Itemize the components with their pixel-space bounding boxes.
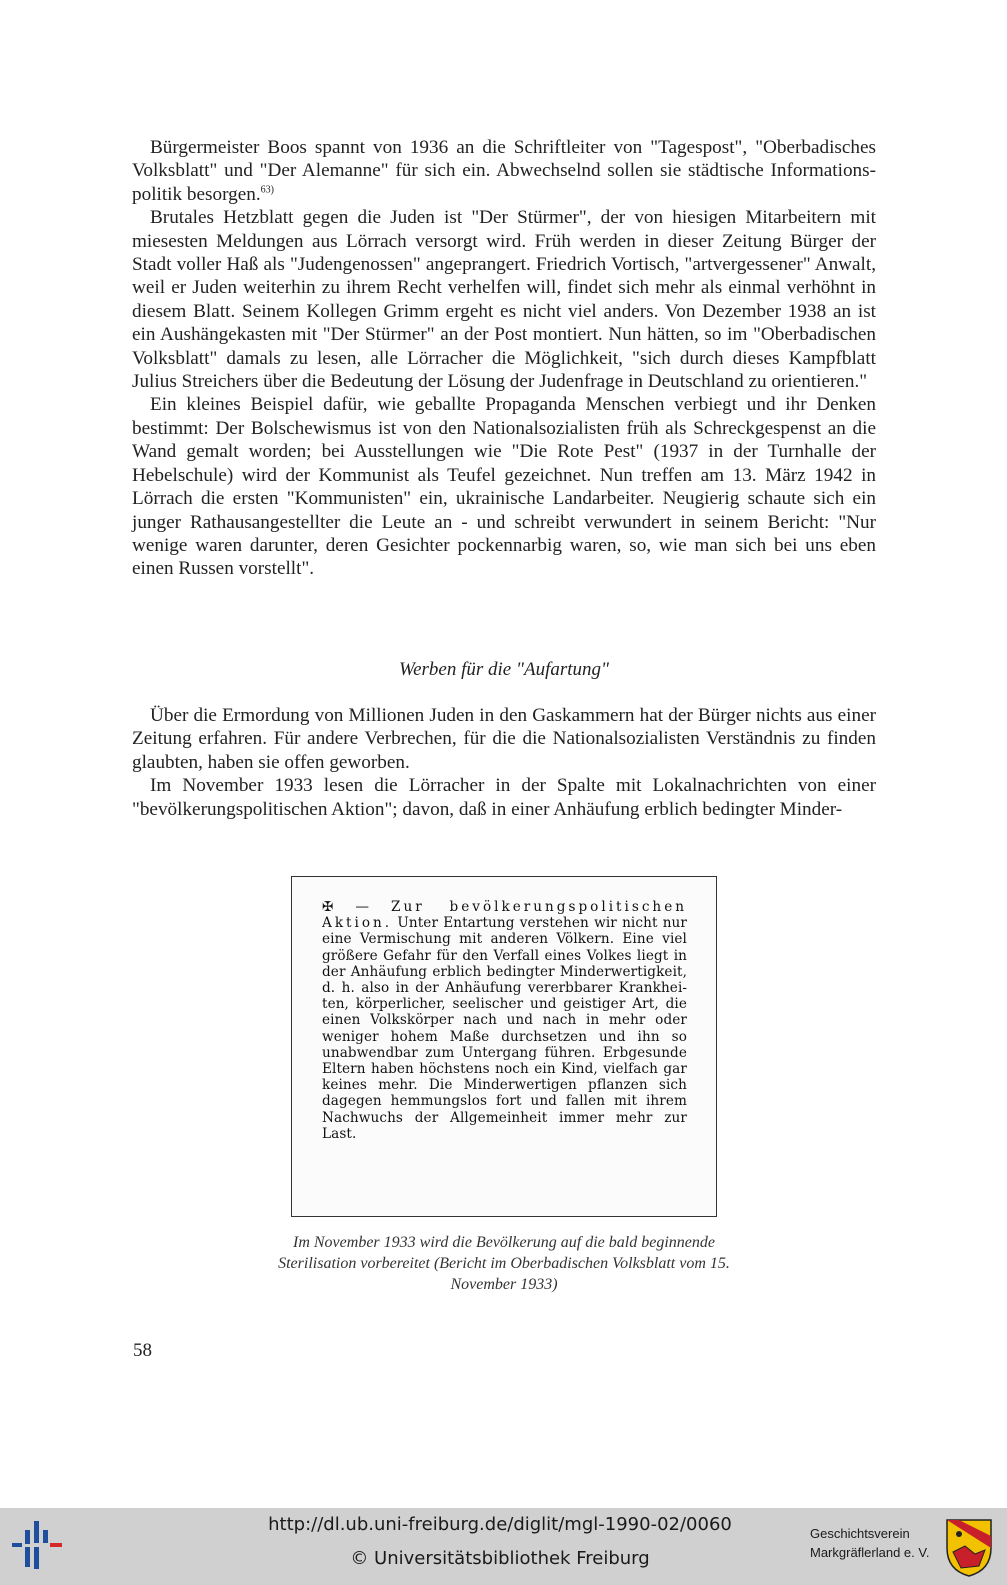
footer-url-link[interactable]: http://dl.ub.uni-freiburg.de/diglit/mgl-1990-02/0060 [268,1514,732,1535]
paragraph-2: Brutales Hetzblatt gegen die Juden ist "Der Stürmer", der von hiesigen Mitarbeitern mit miesesten Meldungen aus Lörrach versorgt wird. Früh werden in dieser Zeitung Bürger der Stadt voller Haß als "Judengenossen" angeprangert. Friedrich Vortisch, "artvergessener" Anwalt, weil er Juden weiterhin zu ihrem Recht verhelfen will, findet sich mehr als einmal verhöhnt in diesem Blatt. Seinem Kollegen Grimm ergeht es nicht viel anders. Von Dezember 1938 an ist ein Aushängekasten mit "Der Stürmer" an der Post montiert. Nun hätten, so im "Oberbadischen Volksblatt" damals zu lesen, alle Lörracher die Möglichkeit, "sich durch dieses Kampfblatt Julius Streichers über die Bedeutung der Lösung der Judenfrage in Deutschland zu orientieren." [132,207,876,393]
section-heading: Werben für die "Aufartung" [399,659,609,680]
clipping-headline: Zur bevölkerungspolitischen Aktion. [322,899,687,932]
paragraph-5: Im November 1933 lesen die Lörracher in der Spalte mit Lokalnachrichten von einer "bevölkerungspolitischen Aktion"; davon, daß in einer Anhäufung erblich bedingter Minder- [132,775,876,820]
clipping-lead: ✠ — [322,899,392,915]
body-text-bottom [132,704,876,821]
footnote-marker: 63) [260,184,274,196]
newspaper-clipping [291,876,717,1217]
paragraph-4: Über die Ermordung von Millionen Juden in den Gaskammern hat der Bürger nichts aus einer Zeitung erfahren. Für andere Verbrechen, für die die Nationalsozialisten Verständnis zu finden glaubten, haben sie offen geworben. [132,705,876,773]
footer-copyright: © Universitätsbibliothek Freiburg [350,1548,650,1569]
page-number: 58 [133,1340,152,1361]
society-line-2: Markgräflerland e. V. [810,1545,930,1560]
figure-caption: Im November 1933 wird die Bevölkerung auf die bald beginnende Sterilisation vorbereitet (Bericht im Oberbadischen Volksblatt vom 15. November 1933) [278,1234,730,1293]
footer-bar [0,1508,1007,1585]
society-line-1: Geschichtsverein [810,1526,910,1541]
ub-freiburg-logo-icon[interactable] [12,1516,62,1574]
clipping-body: Unter Entartung verstehen wir nicht nur eine Vermischung mit anderen Völkern. Eine viel größere Gefahr für den Verfall eines Volkes liegt in der Anhäufung erblich bedingter Minderwertigkeit, d. h. also in der Anhäufung vererbbarer Krankheiten, körperlicher, seelischer und geistiger Art, die einen Volkskörper nach und nach in mehr oder weniger hohem Maße durchsetzen und ihn so unabwendbar zum Untergang führen. Erbgesunde Eltern haben höchstens noch ein Kind, vielfach gar keines mehr. Die Minderwertigen pflanzen sich dagegen hemmungslos fort und fallen mit ihrem Nachwuchs der Allgemeinheit immer mehr zur Last. [322,915,688,1142]
paragraph-1: Bürgermeister Boos spannt von 1936 an die Schriftleiter von "Tagespost", "Oberbadisches Volksblatt" und "Der Alemanne" für sich ein. Abwechselnd sollen sie städtische Informationspolitik besorgen.$^{63)}$ [132,137,876,205]
coat-of-arms-icon[interactable] [945,1518,993,1578]
paragraph-3: Ein kleines Beispiel dafür, wie geballte Propaganda Menschen verbiegt und ihr Denken bestimmt: Der Bolschewismus ist von den Nationalsozialisten früh als Schreckgespenst an die Wand gemalt worden; bei Ausstellungen wie "Die Rote Pest" (1937 in der Turnhalle der Hebelschule) wird der Kommunist als Teufel gezeichnet. Nun treffen am 13. März 1942 in Lörrach die ersten "Kommunisten" ein, ukrainische Landarbeiter. Neugierig schaute sich ein junger Rathausangestellter die Leute an - und schreibt verwundert in seinem Bericht: "Nur wenige waren darunter, deren Gesichter pockennarbig waren, so, wie man sich bei uns eben einen Russen vorstellt". [132,394,876,580]
body-text-top [132,136,876,581]
footer-society-name [810,1524,938,1562]
clipping-text [322,899,687,1142]
